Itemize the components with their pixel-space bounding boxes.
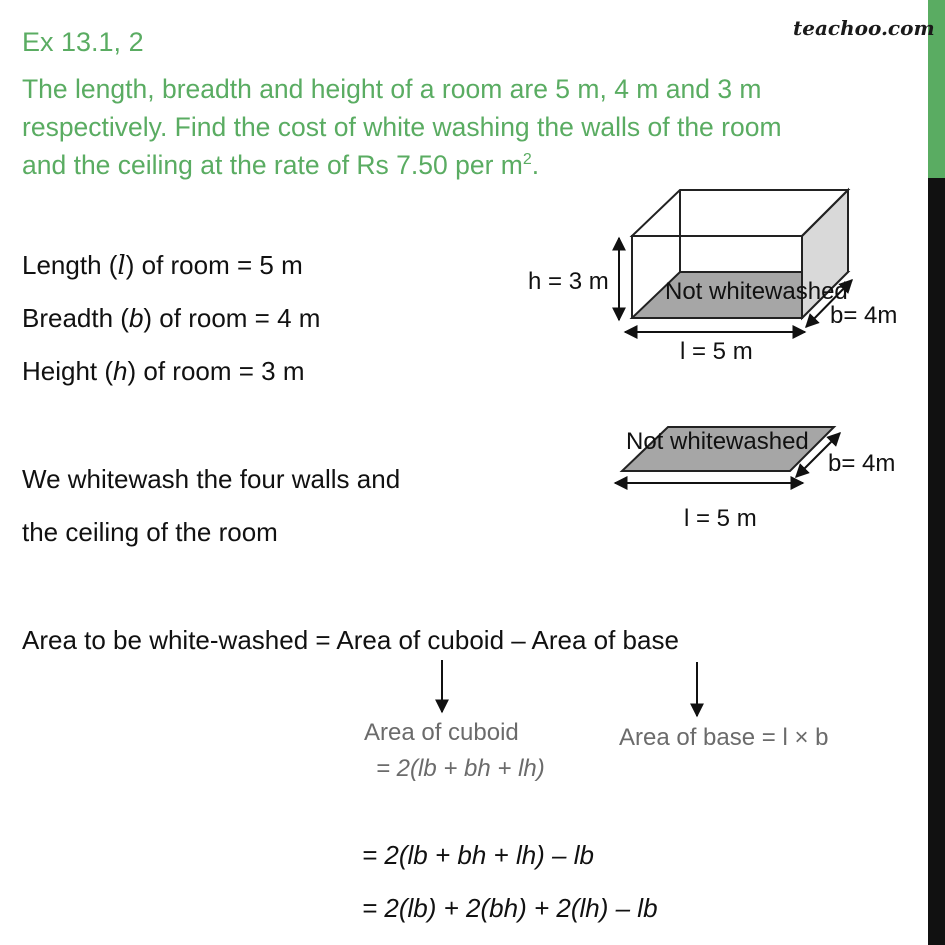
base-length-label: l = 5 m bbox=[684, 505, 757, 532]
given-breadth: Breadth (b) of room = 4 m bbox=[22, 303, 321, 333]
cuboid-length-label: l = 5 m bbox=[680, 338, 753, 365]
base-area-note: Area of base = l × b bbox=[619, 724, 829, 751]
question-line-3: and the ceiling at the rate of Rs 7.50 per $m^2$. bbox=[22, 150, 540, 180]
cuboid-area-formula: = 2(lb + bh + lh) bbox=[376, 755, 545, 782]
base-breadth-label: b= 4m bbox=[828, 450, 896, 477]
cuboid-area-note: Area of cuboid bbox=[364, 719, 519, 746]
question-line-2: respectively. Find the cost of white washing the walls of the room bbox=[22, 112, 782, 142]
given-length: Length (l) of room = 5 m bbox=[22, 250, 303, 281]
exercise-title: Ex 13.1, 2 bbox=[22, 27, 144, 57]
given-height: Height (h) of room = 3 m bbox=[22, 356, 305, 386]
question-line-1: The length, breadth and height of a room are 5 m, 4 m and 3 m bbox=[22, 74, 762, 104]
cuboid-breadth-label: b= 4m bbox=[830, 302, 898, 329]
cuboid-diagram bbox=[619, 190, 852, 332]
brand-logo: teachoo.com bbox=[793, 16, 935, 40]
cuboid-base-label: Not whitewashed bbox=[665, 278, 848, 305]
cuboid-height-label: h = 3 m bbox=[528, 268, 609, 295]
area-formula: Area to be white-washed = Area of cuboid – Area of base bbox=[22, 625, 679, 655]
base-label: Not whitewashed bbox=[626, 428, 809, 455]
statement-line-2: the ceiling of the room bbox=[22, 517, 278, 547]
statement-line-1: We whitewash the four walls and bbox=[22, 464, 401, 494]
step-2: = 2(lb) + 2(bh) + 2(lh) – lb bbox=[362, 893, 658, 923]
step-1: = 2(lb + bh + lh) – lb bbox=[362, 840, 594, 870]
